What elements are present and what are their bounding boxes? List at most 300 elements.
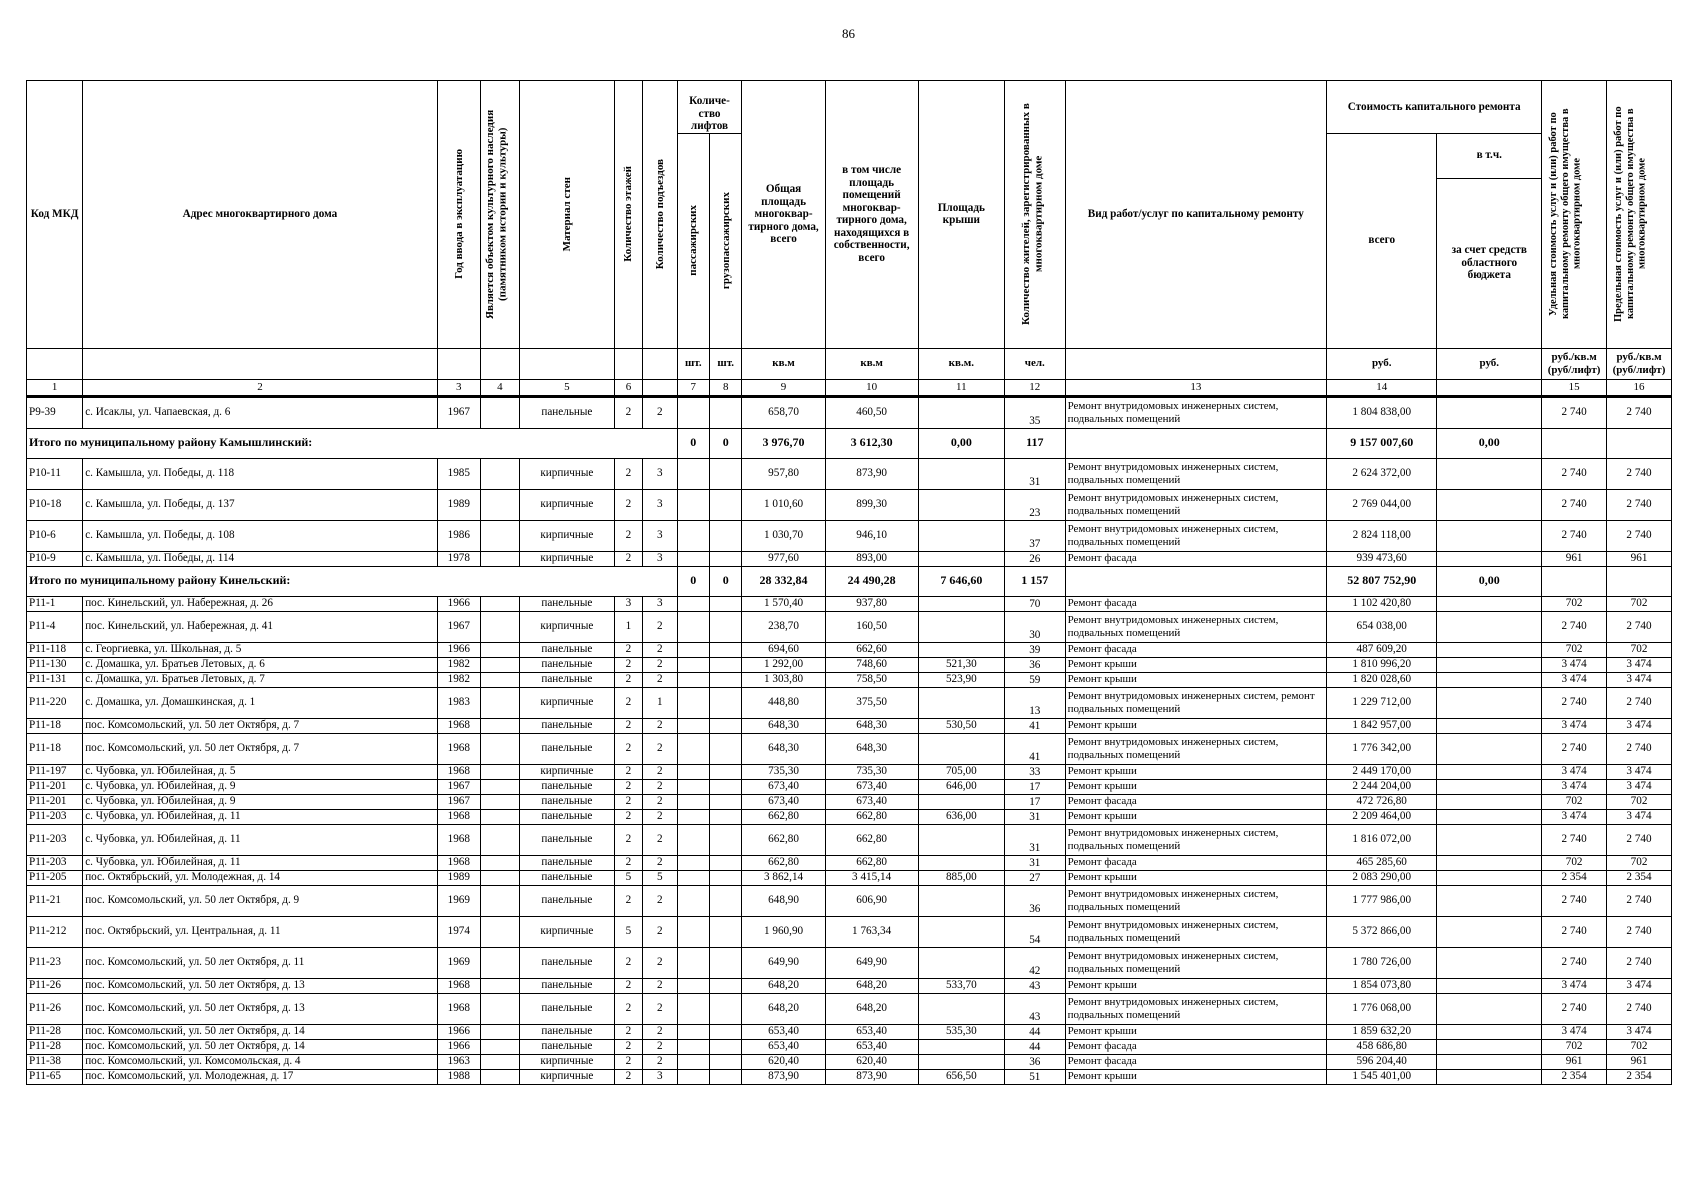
cell-roof-area	[918, 520, 1004, 551]
cell-floors: 2	[614, 794, 642, 809]
cell-unit-cost: 3 474	[1542, 672, 1607, 687]
cell-unit-cost: 702	[1542, 1039, 1607, 1054]
cell-wall: кирпичные	[519, 916, 614, 947]
cell-floors: 2	[614, 733, 642, 764]
cell-work: Ремонт внутридомовых инженерных систем, подвальных помещений	[1065, 993, 1327, 1024]
cell-cargo-lifts	[710, 596, 742, 611]
cell-cost: 2 083 290,00	[1327, 870, 1437, 885]
cell-heritage	[480, 824, 519, 855]
cell-unit-cost: 2 740	[1542, 458, 1607, 489]
cell-work: Ремонт внутридомовых инженерных систем, подвальных помещений	[1065, 885, 1327, 916]
unit-pcs: шт.	[677, 348, 709, 379]
cell-max-cost: 961	[1607, 1054, 1672, 1069]
cell-wall: кирпичные	[519, 458, 614, 489]
cell-heritage	[480, 551, 519, 566]
cell-heritage	[480, 870, 519, 885]
cell-total-area: 1 010,60	[742, 489, 825, 520]
cell-heritage	[480, 885, 519, 916]
cell-year: 1966	[437, 1039, 480, 1054]
cell-owned-area: 160,50	[825, 611, 918, 642]
cell-passenger-lifts	[677, 978, 709, 993]
summary-owned: 3 612,30	[825, 428, 918, 458]
cell-heritage	[480, 458, 519, 489]
cell-entrances: 2	[643, 642, 678, 657]
cell-heritage	[480, 764, 519, 779]
cell-residents: 36	[1005, 657, 1066, 672]
cell-roof-area	[918, 611, 1004, 642]
cell-max-cost: 2 354	[1607, 1069, 1672, 1084]
cell-heritage	[480, 809, 519, 824]
cell-unit-cost: 3 474	[1542, 657, 1607, 672]
unit-rub: руб.	[1437, 348, 1542, 379]
unit-rub-m2: руб./кв.м (руб/лифт)	[1607, 348, 1672, 379]
cell-residents: 17	[1005, 794, 1066, 809]
cell-roof-area: 646,00	[918, 779, 1004, 794]
header-roof-area: Площадь крыши	[918, 81, 1004, 349]
cell-floors: 2	[614, 458, 642, 489]
cell-code: Р11-201	[27, 779, 83, 794]
table-row	[27, 978, 1672, 993]
cell-wall: панельные	[519, 672, 614, 687]
cell-total-area: 957,80	[742, 458, 825, 489]
cell-entrances: 1	[643, 687, 678, 718]
cell-cargo-lifts	[710, 642, 742, 657]
cell-floors: 2	[614, 993, 642, 1024]
column-number	[643, 379, 678, 396]
table-row	[27, 1024, 1672, 1039]
table-row	[27, 1069, 1672, 1084]
cell-unit-cost: 702	[1542, 596, 1607, 611]
page-number: 86	[842, 26, 855, 41]
summary-label: Итого по муниципальному району Камышлинский:	[27, 428, 678, 458]
cell-wall: панельные	[519, 824, 614, 855]
cell-cost: 939 473,60	[1327, 551, 1437, 566]
cell-passenger-lifts	[677, 596, 709, 611]
cell-cargo-lifts	[710, 947, 742, 978]
cell-residents: 30	[1005, 611, 1066, 642]
cell-passenger-lifts	[677, 687, 709, 718]
cell-heritage	[480, 687, 519, 718]
cell-residents: 59	[1005, 672, 1066, 687]
header-regional: за счет средств областного бюджета	[1437, 178, 1542, 348]
summary-label: Итого по муниципальному району Кинельский:	[27, 566, 678, 596]
cell-roof-area: 705,00	[918, 764, 1004, 779]
header-residents-text: Количество жителей, зарегистрированных в многоквартирном доме	[1019, 103, 1045, 326]
cell-code: Р10-9	[27, 551, 83, 566]
column-number: 3	[437, 379, 480, 396]
cell-work: Ремонт внутридомовых инженерных систем, ремонт подвальных помещений	[1065, 687, 1327, 718]
cell-code: Р11-197	[27, 764, 83, 779]
cell-regional	[1437, 870, 1542, 885]
cell-residents: 31	[1005, 458, 1066, 489]
cell-residents: 36	[1005, 1054, 1066, 1069]
summary-row	[27, 428, 1672, 458]
table-row	[27, 657, 1672, 672]
cell-regional	[1437, 1069, 1542, 1084]
cell-floors: 2	[614, 687, 642, 718]
cell-code: Р11-212	[27, 916, 83, 947]
cell-roof-area	[918, 687, 1004, 718]
cell-passenger-lifts	[677, 718, 709, 733]
cell-year: 1988	[437, 1069, 480, 1084]
cell-code: Р11-203	[27, 809, 83, 824]
cell-floors: 2	[614, 657, 642, 672]
cell-unit-cost: 2 740	[1542, 824, 1607, 855]
cell-roof-area	[918, 396, 1004, 428]
header-year	[437, 81, 480, 349]
cell-regional	[1437, 551, 1542, 566]
cell-max-cost: 2 740	[1607, 520, 1672, 551]
cell-address: пос. Комсомольский, ул. Комсомольская, д. 4	[83, 1054, 438, 1069]
cell-total-area: 649,90	[742, 947, 825, 978]
cell-roof-area: 523,90	[918, 672, 1004, 687]
cell-year: 1983	[437, 687, 480, 718]
header-work: Вид работ/услуг по капитальному ремонту	[1065, 81, 1327, 349]
cell-entrances: 2	[643, 1039, 678, 1054]
summary-empty	[1065, 428, 1327, 458]
cell-heritage	[480, 993, 519, 1024]
cell-unit-cost: 3 474	[1542, 779, 1607, 794]
cell-max-cost: 3 474	[1607, 657, 1672, 672]
cell-work: Ремонт фасада	[1065, 642, 1327, 657]
cell-wall: панельные	[519, 885, 614, 916]
cell-cost: 1 810 996,20	[1327, 657, 1437, 672]
cell-work: Ремонт крыши	[1065, 779, 1327, 794]
cell-cost: 1 776 342,00	[1327, 733, 1437, 764]
table-row	[27, 916, 1672, 947]
cell-floors: 2	[614, 520, 642, 551]
cell-cargo-lifts	[710, 672, 742, 687]
cell-regional	[1437, 779, 1542, 794]
cell-owned-area: 748,60	[825, 657, 918, 672]
cell-heritage	[480, 1069, 519, 1084]
cell-code: Р11-26	[27, 993, 83, 1024]
cell-owned-area: 758,50	[825, 672, 918, 687]
cell-cargo-lifts	[710, 458, 742, 489]
cell-code: Р11-1	[27, 596, 83, 611]
cell-total-area: 1 030,70	[742, 520, 825, 551]
cell-owned-area: 620,40	[825, 1054, 918, 1069]
cell-cargo-lifts	[710, 824, 742, 855]
cell-max-cost: 2 740	[1607, 885, 1672, 916]
cell-unit-cost: 2 354	[1542, 870, 1607, 885]
cell-residents: 43	[1005, 993, 1066, 1024]
column-number: 13	[1065, 379, 1327, 396]
units-row	[27, 348, 1672, 379]
header-max-cost-text: Предельная стоимость услуг и (или) работ по капитальному ремонту общего имущества в многоквартирном доме	[1613, 106, 1648, 323]
cell-roof-area	[918, 489, 1004, 520]
cell-heritage	[480, 1039, 519, 1054]
table-row	[27, 855, 1672, 870]
header-passenger-text: пассажирских	[687, 205, 700, 276]
unit-area: кв.м.	[918, 348, 1004, 379]
cell-entrances: 2	[643, 779, 678, 794]
cell-total-area: 648,30	[742, 733, 825, 764]
cell-roof-area: 535,30	[918, 1024, 1004, 1039]
cell-passenger-lifts	[677, 809, 709, 824]
cell-entrances: 2	[643, 396, 678, 428]
cell-roof-area: 636,00	[918, 809, 1004, 824]
cell-work: Ремонт фасада	[1065, 1039, 1327, 1054]
unit-empty	[83, 348, 438, 379]
cell-owned-area: 606,90	[825, 885, 918, 916]
cell-address: с. Чубовка, ул. Юбилейная, д. 5	[83, 764, 438, 779]
cell-wall: панельные	[519, 1024, 614, 1039]
cell-year: 1989	[437, 870, 480, 885]
cell-work: Ремонт крыши	[1065, 672, 1327, 687]
cell-unit-cost: 3 474	[1542, 978, 1607, 993]
cell-wall: панельные	[519, 1039, 614, 1054]
cell-entrances: 2	[643, 611, 678, 642]
cell-regional	[1437, 687, 1542, 718]
cell-work: Ремонт крыши	[1065, 657, 1327, 672]
cell-cargo-lifts	[710, 611, 742, 642]
cell-wall: панельные	[519, 779, 614, 794]
summary-owned: 24 490,28	[825, 566, 918, 596]
cell-total-area: 1 570,40	[742, 596, 825, 611]
cell-unit-cost: 2 740	[1542, 993, 1607, 1024]
cell-cargo-lifts	[710, 916, 742, 947]
cell-wall: кирпичные	[519, 551, 614, 566]
cell-code: Р11-220	[27, 687, 83, 718]
table-row	[27, 551, 1672, 566]
cell-owned-area: 662,80	[825, 809, 918, 824]
cell-regional	[1437, 1054, 1542, 1069]
cell-work: Ремонт внутридомовых инженерных систем, подвальных помещений	[1065, 520, 1327, 551]
cell-year: 1966	[437, 642, 480, 657]
cell-roof-area	[918, 824, 1004, 855]
cell-cost: 487 609,20	[1327, 642, 1437, 657]
cell-owned-area: 662,80	[825, 855, 918, 870]
capital-repair-table	[26, 80, 1672, 1085]
cell-passenger-lifts	[677, 657, 709, 672]
cell-address: пос. Комсомольский, ул. 50 лет Октября, д. 7	[83, 733, 438, 764]
cell-cost: 2 209 464,00	[1327, 809, 1437, 824]
unit-empty	[614, 348, 642, 379]
table-row	[27, 764, 1672, 779]
cell-work: Ремонт фасада	[1065, 596, 1327, 611]
cell-year: 1968	[437, 855, 480, 870]
cell-residents: 31	[1005, 824, 1066, 855]
cell-code: Р11-21	[27, 885, 83, 916]
cell-work: Ремонт внутридомовых инженерных систем, подвальных помещений	[1065, 396, 1327, 428]
cell-regional	[1437, 642, 1542, 657]
cell-cargo-lifts	[710, 809, 742, 824]
cell-code: Р11-4	[27, 611, 83, 642]
cell-address: с. Георгиевка, ул. Школьная, д. 5	[83, 642, 438, 657]
cell-owned-area: 648,20	[825, 993, 918, 1024]
summary-empty	[1065, 566, 1327, 596]
cell-max-cost: 2 740	[1607, 489, 1672, 520]
cell-regional	[1437, 824, 1542, 855]
cell-total-area: 653,40	[742, 1039, 825, 1054]
cell-max-cost: 2 740	[1607, 458, 1672, 489]
cell-address: пос. Комсомольский, ул. 50 лет Октября, д. 11	[83, 947, 438, 978]
cell-passenger-lifts	[677, 870, 709, 885]
cell-owned-area: 653,40	[825, 1039, 918, 1054]
header-floors-text: Количество этажей	[622, 166, 635, 263]
column-number: 12	[1005, 379, 1066, 396]
cell-floors: 2	[614, 978, 642, 993]
cell-roof-area	[918, 596, 1004, 611]
cell-cargo-lifts	[710, 1069, 742, 1084]
table-row	[27, 794, 1672, 809]
cell-work: Ремонт внутридомовых инженерных систем, подвальных помещений	[1065, 824, 1327, 855]
cell-regional	[1437, 916, 1542, 947]
cell-floors: 2	[614, 824, 642, 855]
cell-cost: 1 777 986,00	[1327, 885, 1437, 916]
cell-entrances: 3	[643, 520, 678, 551]
cell-max-cost: 961	[1607, 551, 1672, 566]
table-row	[27, 396, 1672, 428]
cell-owned-area: 460,50	[825, 396, 918, 428]
unit-rub-m2: руб./кв.м (руб/лифт)	[1542, 348, 1607, 379]
header-wall	[519, 81, 614, 349]
cell-entrances: 5	[643, 870, 678, 885]
cell-regional	[1437, 993, 1542, 1024]
cell-cost: 654 038,00	[1327, 611, 1437, 642]
unit-empty	[1065, 348, 1327, 379]
cell-address: пос. Комсомольский, ул. 50 лет Октября, д. 14	[83, 1039, 438, 1054]
cell-regional	[1437, 1024, 1542, 1039]
header-lifts: Количе-ство лифтов	[677, 81, 742, 134]
cell-max-cost: 702	[1607, 596, 1672, 611]
cell-roof-area	[918, 642, 1004, 657]
unit-pcs: шт.	[710, 348, 742, 379]
cell-cost: 1 804 838,00	[1327, 396, 1437, 428]
header-passenger	[677, 133, 709, 348]
cell-total-area: 653,40	[742, 1024, 825, 1039]
cell-owned-area: 893,00	[825, 551, 918, 566]
cell-year: 1969	[437, 947, 480, 978]
cell-address: пос. Октябрьский, ул. Молодежная, д. 14	[83, 870, 438, 885]
cell-passenger-lifts	[677, 1054, 709, 1069]
cell-roof-area	[918, 947, 1004, 978]
cell-unit-cost: 2 740	[1542, 489, 1607, 520]
cell-heritage	[480, 947, 519, 978]
cell-work: Ремонт крыши	[1065, 809, 1327, 824]
cell-max-cost: 702	[1607, 1039, 1672, 1054]
cell-heritage	[480, 855, 519, 870]
cell-cost: 465 285,60	[1327, 855, 1437, 870]
cell-passenger-lifts	[677, 1069, 709, 1084]
cell-year: 1968	[437, 993, 480, 1024]
cell-total-area: 648,20	[742, 978, 825, 993]
cell-wall: кирпичные	[519, 687, 614, 718]
cell-entrances: 3	[643, 458, 678, 489]
cell-floors: 2	[614, 1024, 642, 1039]
cell-total-area: 694,60	[742, 642, 825, 657]
cell-total-area: 648,20	[742, 993, 825, 1024]
cell-wall: панельные	[519, 993, 614, 1024]
cell-cost: 1 854 073,80	[1327, 978, 1437, 993]
cell-owned-area: 653,40	[825, 1024, 918, 1039]
cell-year: 1989	[437, 489, 480, 520]
cell-code: Р11-205	[27, 870, 83, 885]
column-number: 16	[1607, 379, 1672, 396]
cell-cargo-lifts	[710, 687, 742, 718]
cell-roof-area	[918, 993, 1004, 1024]
summary-empty	[1607, 428, 1672, 458]
cell-heritage	[480, 672, 519, 687]
cell-cost: 1 859 632,20	[1327, 1024, 1437, 1039]
cell-code: Р11-23	[27, 947, 83, 978]
cell-passenger-lifts	[677, 1024, 709, 1039]
cell-address: с. Камышла, ул. Победы, д. 118	[83, 458, 438, 489]
column-number: 15	[1542, 379, 1607, 396]
cell-roof-area: 533,70	[918, 978, 1004, 993]
cell-max-cost: 2 740	[1607, 611, 1672, 642]
cell-owned-area: 3 415,14	[825, 870, 918, 885]
cell-cost: 1 780 726,00	[1327, 947, 1437, 978]
cell-heritage	[480, 1024, 519, 1039]
summary-people: 1 157	[1005, 566, 1066, 596]
cell-floors: 2	[614, 764, 642, 779]
cell-code: Р11-26	[27, 978, 83, 993]
cell-regional	[1437, 733, 1542, 764]
table-row	[27, 611, 1672, 642]
cell-cargo-lifts	[710, 855, 742, 870]
cell-unit-cost: 2 740	[1542, 916, 1607, 947]
table-row	[27, 672, 1672, 687]
header-heritage	[480, 81, 519, 349]
cell-heritage	[480, 1054, 519, 1069]
cell-residents: 44	[1005, 1039, 1066, 1054]
cell-cost: 5 372 866,00	[1327, 916, 1437, 947]
cell-address: с. Чубовка, ул. Юбилейная, д. 9	[83, 794, 438, 809]
cell-wall: панельные	[519, 978, 614, 993]
cell-wall: панельные	[519, 794, 614, 809]
summary-empty	[1542, 566, 1607, 596]
cell-wall: панельные	[519, 870, 614, 885]
cell-residents: 41	[1005, 733, 1066, 764]
table-row	[27, 687, 1672, 718]
cell-address: с. Чубовка, ул. Юбилейная, д. 9	[83, 779, 438, 794]
cell-passenger-lifts	[677, 855, 709, 870]
cell-address: пос. Комсомольский, ул. Молодежная, д. 17	[83, 1069, 438, 1084]
cell-work: Ремонт фасада	[1065, 794, 1327, 809]
cell-residents: 26	[1005, 551, 1066, 566]
header-cargo	[710, 133, 742, 348]
column-number: 5	[519, 379, 614, 396]
cell-unit-cost: 2 740	[1542, 611, 1607, 642]
cell-total-area: 977,60	[742, 551, 825, 566]
cell-unit-cost: 2 740	[1542, 520, 1607, 551]
cell-cargo-lifts	[710, 779, 742, 794]
cell-address: пос. Комсомольский, ул. 50 лет Октября, д. 9	[83, 885, 438, 916]
cell-address: с. Домашка, ул. Братьев Летовых, д. 7	[83, 672, 438, 687]
header-unit-cost-text: Удельная стоимость услуг и (или) работ по капитальному ремонту общего имущества в многоквартирном доме	[1548, 109, 1583, 320]
unit-empty	[519, 348, 614, 379]
table-row	[27, 1039, 1672, 1054]
cell-address: пос. Комсомольский, ул. 50 лет Октября, д. 14	[83, 1024, 438, 1039]
cell-max-cost: 3 474	[1607, 718, 1672, 733]
cell-roof-area	[918, 916, 1004, 947]
cell-address: пос. Октябрьский, ул. Центральная, д. 11	[83, 916, 438, 947]
cell-floors: 2	[614, 1054, 642, 1069]
cell-cargo-lifts	[710, 733, 742, 764]
cell-code: Р11-118	[27, 642, 83, 657]
cell-passenger-lifts	[677, 764, 709, 779]
cell-cargo-lifts	[710, 551, 742, 566]
cell-passenger-lifts	[677, 458, 709, 489]
summary-pass: 0	[677, 428, 709, 458]
table-row	[27, 809, 1672, 824]
unit-empty	[27, 348, 83, 379]
cell-entrances: 2	[643, 733, 678, 764]
cell-max-cost: 3 474	[1607, 672, 1672, 687]
cell-cost: 1 776 068,00	[1327, 993, 1437, 1024]
